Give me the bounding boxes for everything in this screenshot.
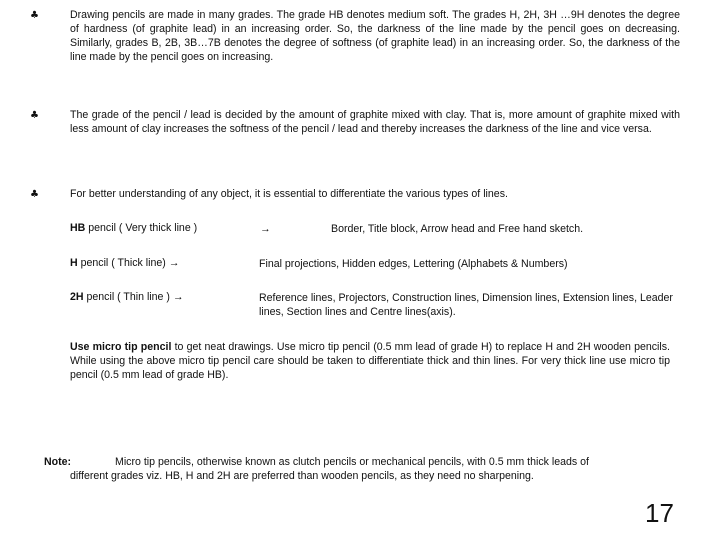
pencil-use: Final projections, Hidden edges, Lettering (Alphabets & Numbers) <box>259 258 568 270</box>
note-text-1: Micro tip pencils, otherwise known as clutch pencils or mechanical pencils, with 0.5 mm thick leads of <box>115 456 589 468</box>
pencil-row-left <box>70 291 183 303</box>
pencil-use: Reference lines, Projectors, Construction lines, Dimension lines, Extension lines, Leader lines, Section lines and Centre lines(axis). <box>259 292 673 318</box>
pencil-desc: pencil ( Very thick line ) <box>85 222 198 234</box>
right-arrow-icon: → <box>172 291 184 303</box>
page-number: 17 <box>645 498 674 528</box>
pencil-use: Border, Title block, Arrow head and Free hand sketch. <box>331 223 584 235</box>
pencil-desc: pencil ( Thick line) <box>77 257 169 269</box>
club-bullet-icon: ♣ <box>30 189 39 200</box>
club-bullet-icon: ♣ <box>30 10 39 21</box>
paragraph-pencil-grades: Drawing pencils are made in many grades. The grade HB denotes medium soft. The grades H, 2H, 3H …9H denotes the degree of hardness (of graphite lead) in an increasing order. So, the darkness of the line made by the pencil goes on decreasing. Similarly, grades B, 2B, 3B…7B denotes the degree of softness (of graphite lead) in an increasing order. So, the darkness of the line made by the pencil goes on increasing. <box>70 9 680 63</box>
pencil-row-left <box>70 257 179 269</box>
pencil-grade: 2H <box>70 291 84 303</box>
note-line-2: different grades viz. HB, H and 2H are preferred than wooden pencils, as they need no sharpening. <box>70 470 534 482</box>
pencil-row-2h <box>70 291 680 321</box>
right-arrow-icon: → <box>168 257 180 269</box>
paragraph-micro-tip <box>70 340 670 382</box>
pencil-row-hb <box>70 222 680 252</box>
micro-tip-text: to get neat drawings. Use micro tip pencil (0.5 mm lead of grade H) to replace H and 2H wooden pencils. While using the above micro tip pencil care should be taken to differentiate thick and thin lines. For very thick line use micro tip pencil (0.5 mm lead of grade HB). <box>70 341 670 381</box>
right-arrow-icon: → <box>260 223 271 235</box>
paragraph-grade-graphite-clay: The grade of the pencil / lead is decided by the amount of graphite mixed with clay. That is, more amount of graphite mixed with less amount of clay increases the softness of the pencil / lead and thereby increases the darkness of the line and vice versa. <box>70 109 680 135</box>
note-label: Note: <box>44 456 72 468</box>
pencil-grade: HB <box>70 222 86 234</box>
pencil-row-left <box>70 222 197 234</box>
club-bullet-icon: ♣ <box>30 110 39 121</box>
pencil-grade: H <box>70 257 78 269</box>
pencil-row-h <box>70 257 680 287</box>
note-line-1 <box>44 455 664 469</box>
note-block <box>44 455 664 483</box>
pencil-desc: pencil ( Thin line ) <box>83 291 173 303</box>
micro-tip-heading: Use micro tip pencil <box>70 341 172 353</box>
paragraph-types-of-lines: For better understanding of any object, it is essential to differentiate the various types of lines. <box>70 188 508 200</box>
